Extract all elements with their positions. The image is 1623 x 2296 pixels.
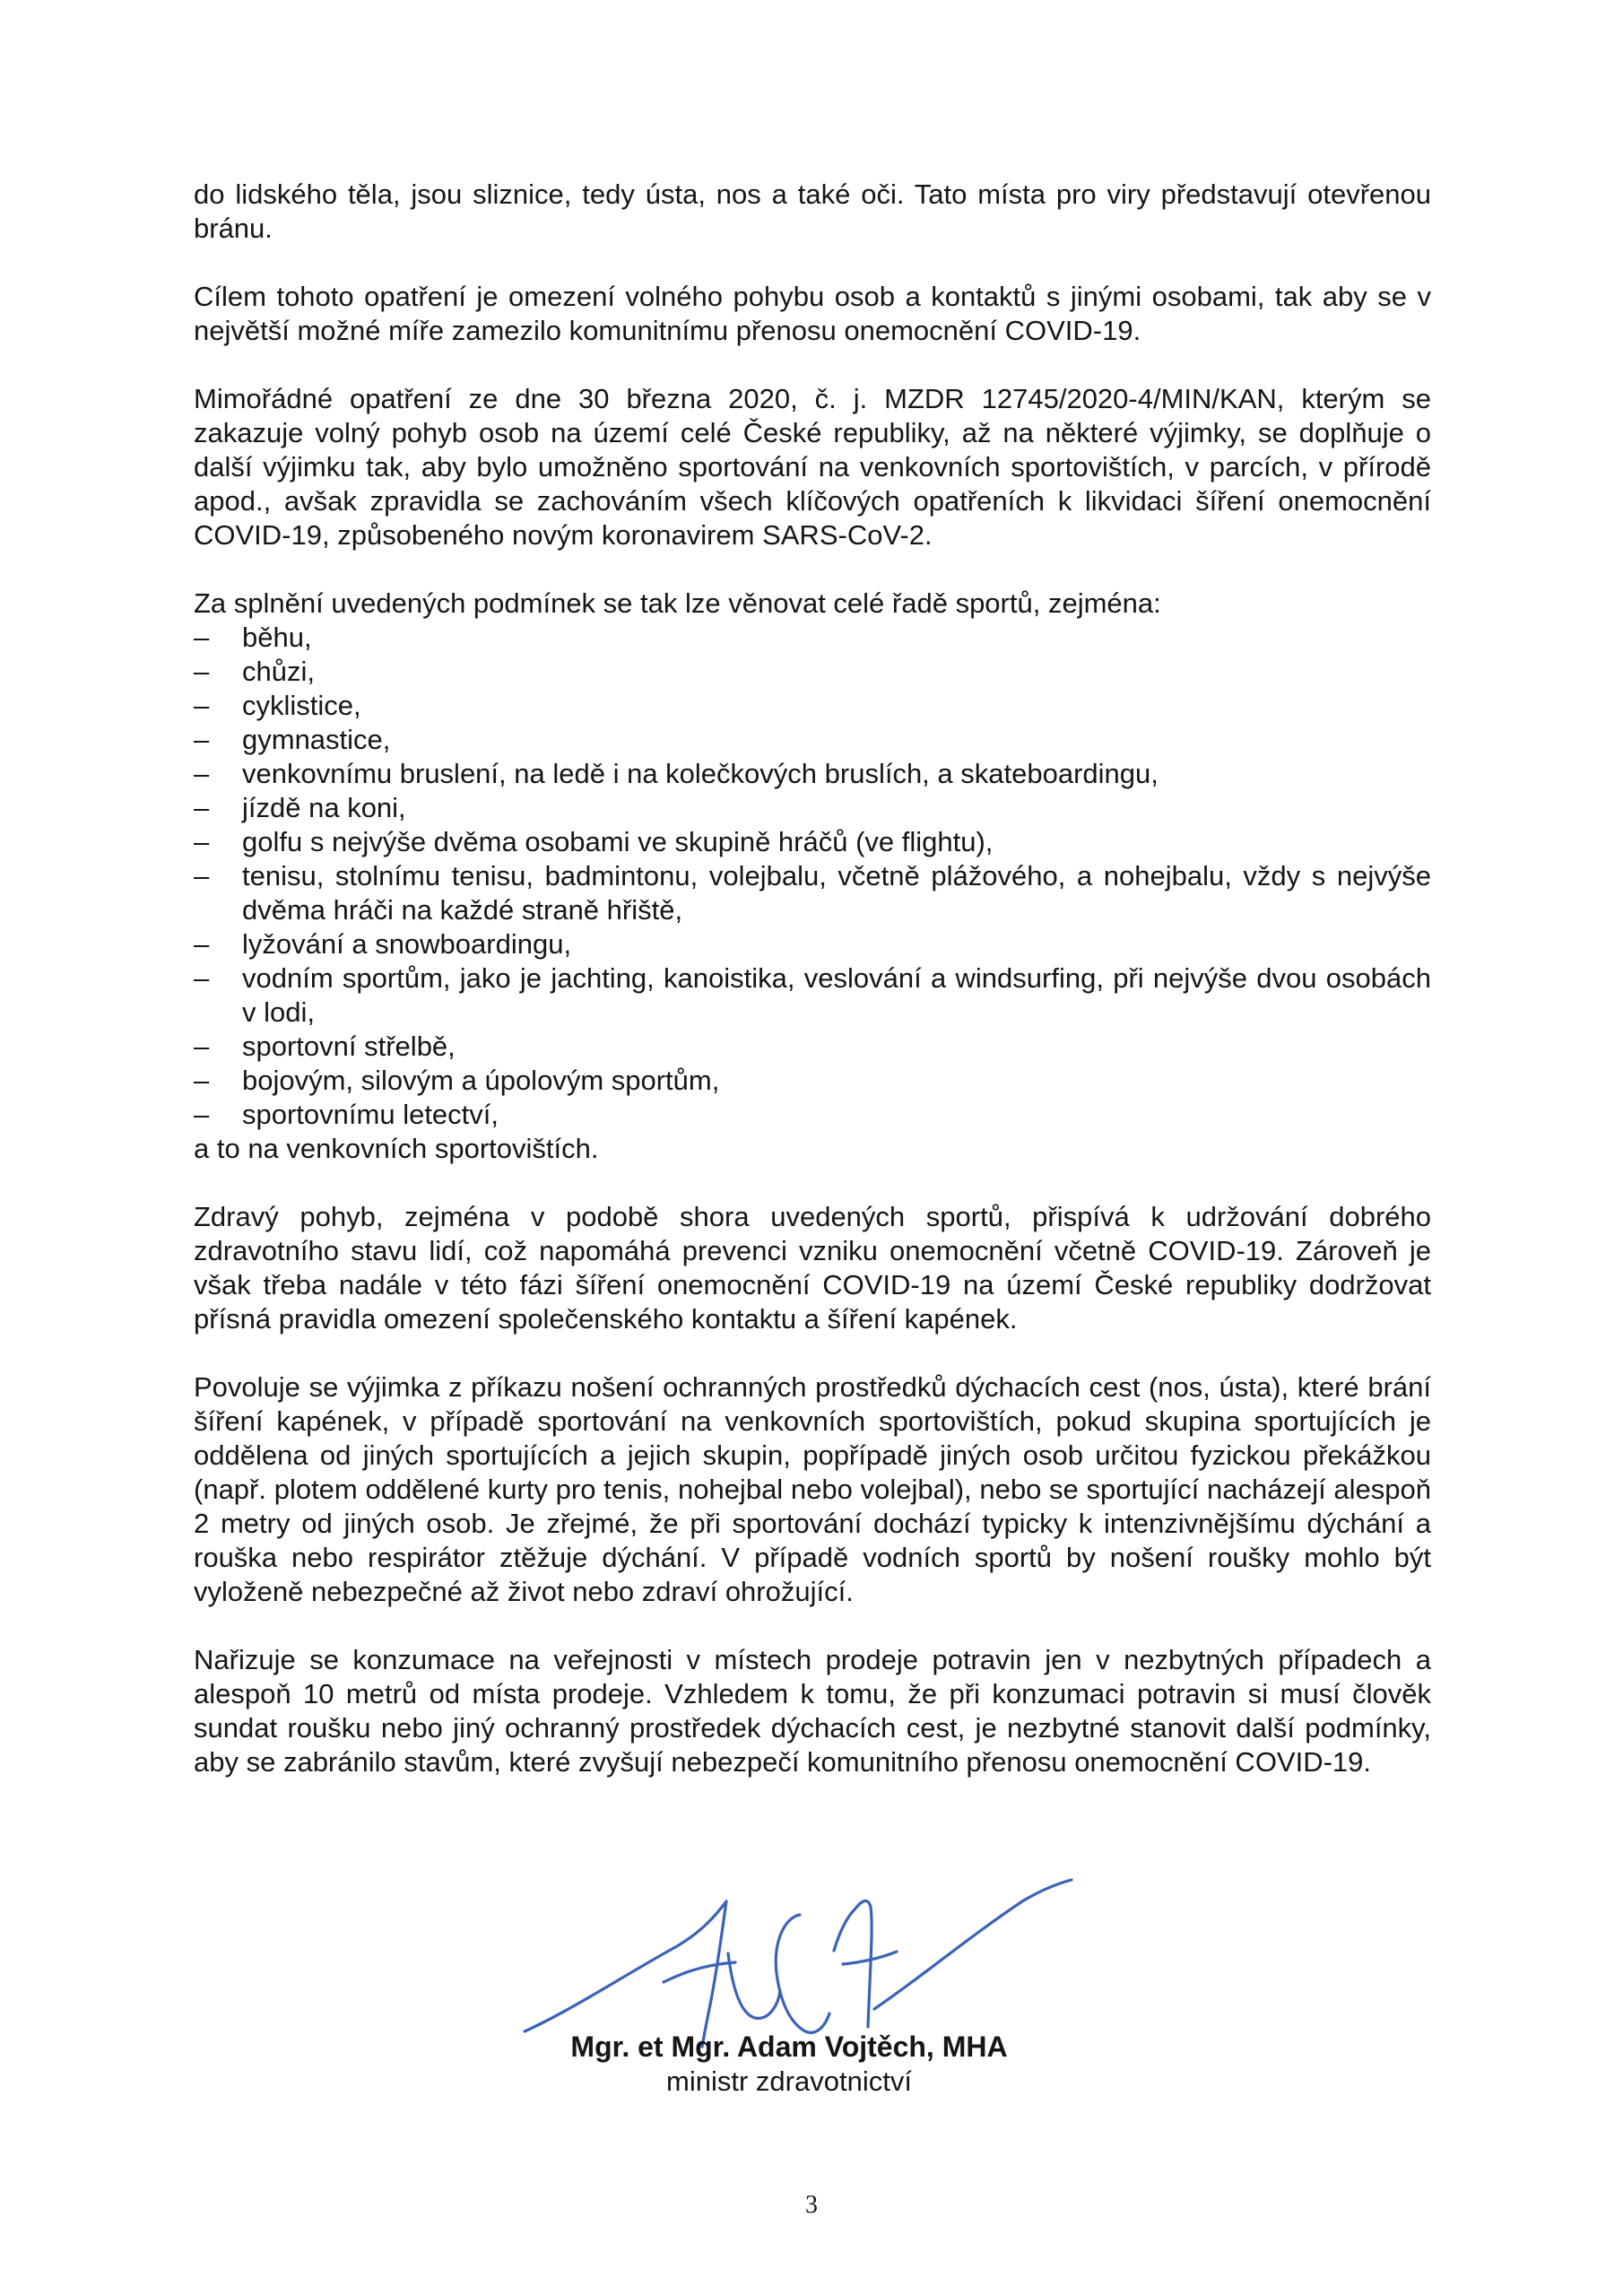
- list-marker: –: [194, 622, 210, 653]
- paragraph-healthy-movement: Zdravý pohyb, zejména v podobě shora uvedených sportů, přispívá k udržování dobrého zdravotního stavu lidí, což napomáhá prevenci vzniku onemocnění včetně COVID-19. Zároveň je však třeba nadále v této fázi šíření onemocnění COVID-19 na území České republiky dodržovat přísná pravidla omezení společenského kontaktu a šíření kapének.: [194, 1201, 1431, 1335]
- list-item-text: bojovým, silovým a úpolovým sportům,: [242, 1065, 720, 1096]
- list-marker: –: [194, 928, 210, 960]
- list-marker: –: [194, 860, 210, 891]
- paragraph-measure-amendment: Mimořádné opatření ze dne 30 března 2020, č. j. MZDR 12745/2020-4/MIN/KAN, kterým se zakazuje volný pohyb osob na území celé České republiky, až na některé výjimky, se doplňuje o další výjimku tak, aby bylo umožněno sportování na venkovních sportovištích, v parcích, v přírodě apod., avšak zpravidla se zachováním všech klíčových opatřeních k likvidaci šíření onemocnění COVID-19, způsobeného novým koronavirem SARS-CoV-2.: [194, 383, 1431, 551]
- list-item-text: chůzi,: [242, 656, 315, 687]
- signer-name: Mgr. et Mgr. Adam Vojtěch, MHA: [570, 2031, 1008, 2063]
- list-marker: –: [194, 1099, 210, 1130]
- signature-stroke: [776, 1915, 829, 2032]
- signature-stroke: [874, 1880, 1072, 2009]
- sports-list: [194, 621, 1431, 1132]
- list-item-text: tenisu, stolnímu tenisu, badmintonu, volejbalu, včetně plážového, a nohejbalu, vždy s nejvýše dvěma hráči na každé straně hřiště,: [242, 860, 1431, 926]
- list-marker: –: [194, 656, 210, 687]
- list-item-text: sportovnímu letectví,: [242, 1099, 499, 1130]
- list-item-text: vodním sportům, jako je jachting, kanoistika, veslování a windsurfing, při nejvýše dvou osobách v lodi,: [242, 962, 1431, 1028]
- list-item: [194, 859, 1431, 927]
- signature-stroke: [525, 1901, 726, 2031]
- list-item-text: venkovnímu bruslení, na ledě i na kolečkových bruslích, a skateboardingu,: [242, 758, 1159, 789]
- list-item-text: gymnastice,: [242, 724, 391, 755]
- list-marker: –: [194, 1065, 210, 1096]
- list-item-text: golfu s nejvýše dvěma osobami ve skupině hráčů (ve flightu),: [242, 826, 994, 857]
- list-marker: –: [194, 962, 210, 994]
- list-item: [194, 1098, 1431, 1132]
- list-marker: –: [194, 1031, 210, 1062]
- list-item: [194, 723, 1431, 757]
- signer-block: [502, 2029, 1076, 2099]
- list-marker: –: [194, 724, 210, 755]
- list-marker: –: [194, 792, 210, 823]
- list-item: [194, 757, 1431, 791]
- paragraph-mask-exception: Povoluje se výjimka z příkazu nošení ochranných prostředků dýchacích cest (nos, ústa), které brání šíření kapének, v případě sportování na venkovních sportovištích, pokud skupina sportujících je oddělena od jiných sportujících a jejich skupin, popřípadě jiných osob určitou fyzickou překážkou (např. plotem oddělené kurty pro tenis, nohejbal nebo volejbal), nebo se sportující nacházejí alespoň 2 metry od jiných osob. Je zřejmé, že při sportování dochází typicky k intenzivnějšímu dýchání a rouška nebo respirátor ztěžuje dýchání. V případě vodních sportů by nošení roušky mohlo být vyloženě nebezpečné až život nebo zdraví ohrožující.: [194, 1371, 1431, 1607]
- list-item-text: lyžování a snowboardingu,: [242, 928, 572, 960]
- list-item-text: jízdě na koni,: [242, 792, 406, 823]
- paragraph-measure-goal: Cílem tohoto opatření je omezení volného pohybu osob a kontaktů s jinými osobami, tak aby se v největší možné míře zamezilo komunitnímu přenosu onemocnění COVID-19.: [194, 281, 1431, 346]
- signature-stroke: [664, 1962, 735, 1982]
- paragraph-sports-closing: a to na venkovních sportovištích.: [194, 1133, 599, 1164]
- list-item: [194, 689, 1431, 723]
- list-item-text: sportovní střelbě,: [242, 1031, 456, 1062]
- list-item: [194, 791, 1431, 825]
- list-item: [194, 961, 1431, 1030]
- list-marker: –: [194, 826, 210, 857]
- paragraph-sports-intro: Za splnění uvedených podmínek se tak lze věnovat celé řadě sportů, zejména:: [194, 587, 1161, 619]
- list-item: [194, 927, 1431, 961]
- list-item: [194, 621, 1431, 655]
- list-item-text: běhu,: [242, 622, 312, 653]
- page-number: 3: [805, 2191, 818, 2219]
- paragraph-entry-points: do lidského těla, jsou sliznice, tedy ústa, nos a také oči. Tato místa pro viry představují otevřenou bránu.: [194, 178, 1431, 244]
- list-marker: –: [194, 758, 210, 789]
- list-item-text: cyklistice,: [242, 690, 361, 721]
- document-body: [194, 178, 1431, 1813]
- list-item: [194, 825, 1431, 859]
- list-item: [194, 1030, 1431, 1064]
- list-item: [194, 655, 1431, 689]
- list-marker: –: [194, 690, 210, 721]
- paragraph-food-consumption: Nařizuje se konzumace na veřejnosti v místech prodeje potravin jen v nezbytných případech a alespoň 10 metrů od místa prodeje. Vzhledem k tomu, že při konzumaci potravin si musí člověk sundat roušku nebo jiný ochranný prostředek dýchacích cest, je nezbytné stanovit další podmínky, aby se zabránilo stavům, které zvyšují nebezpečí komunitního přenosu onemocnění COVID-19.: [194, 1644, 1431, 1778]
- list-item: [194, 1064, 1431, 1098]
- signer-title: ministr zdravotnictví: [666, 2066, 912, 2097]
